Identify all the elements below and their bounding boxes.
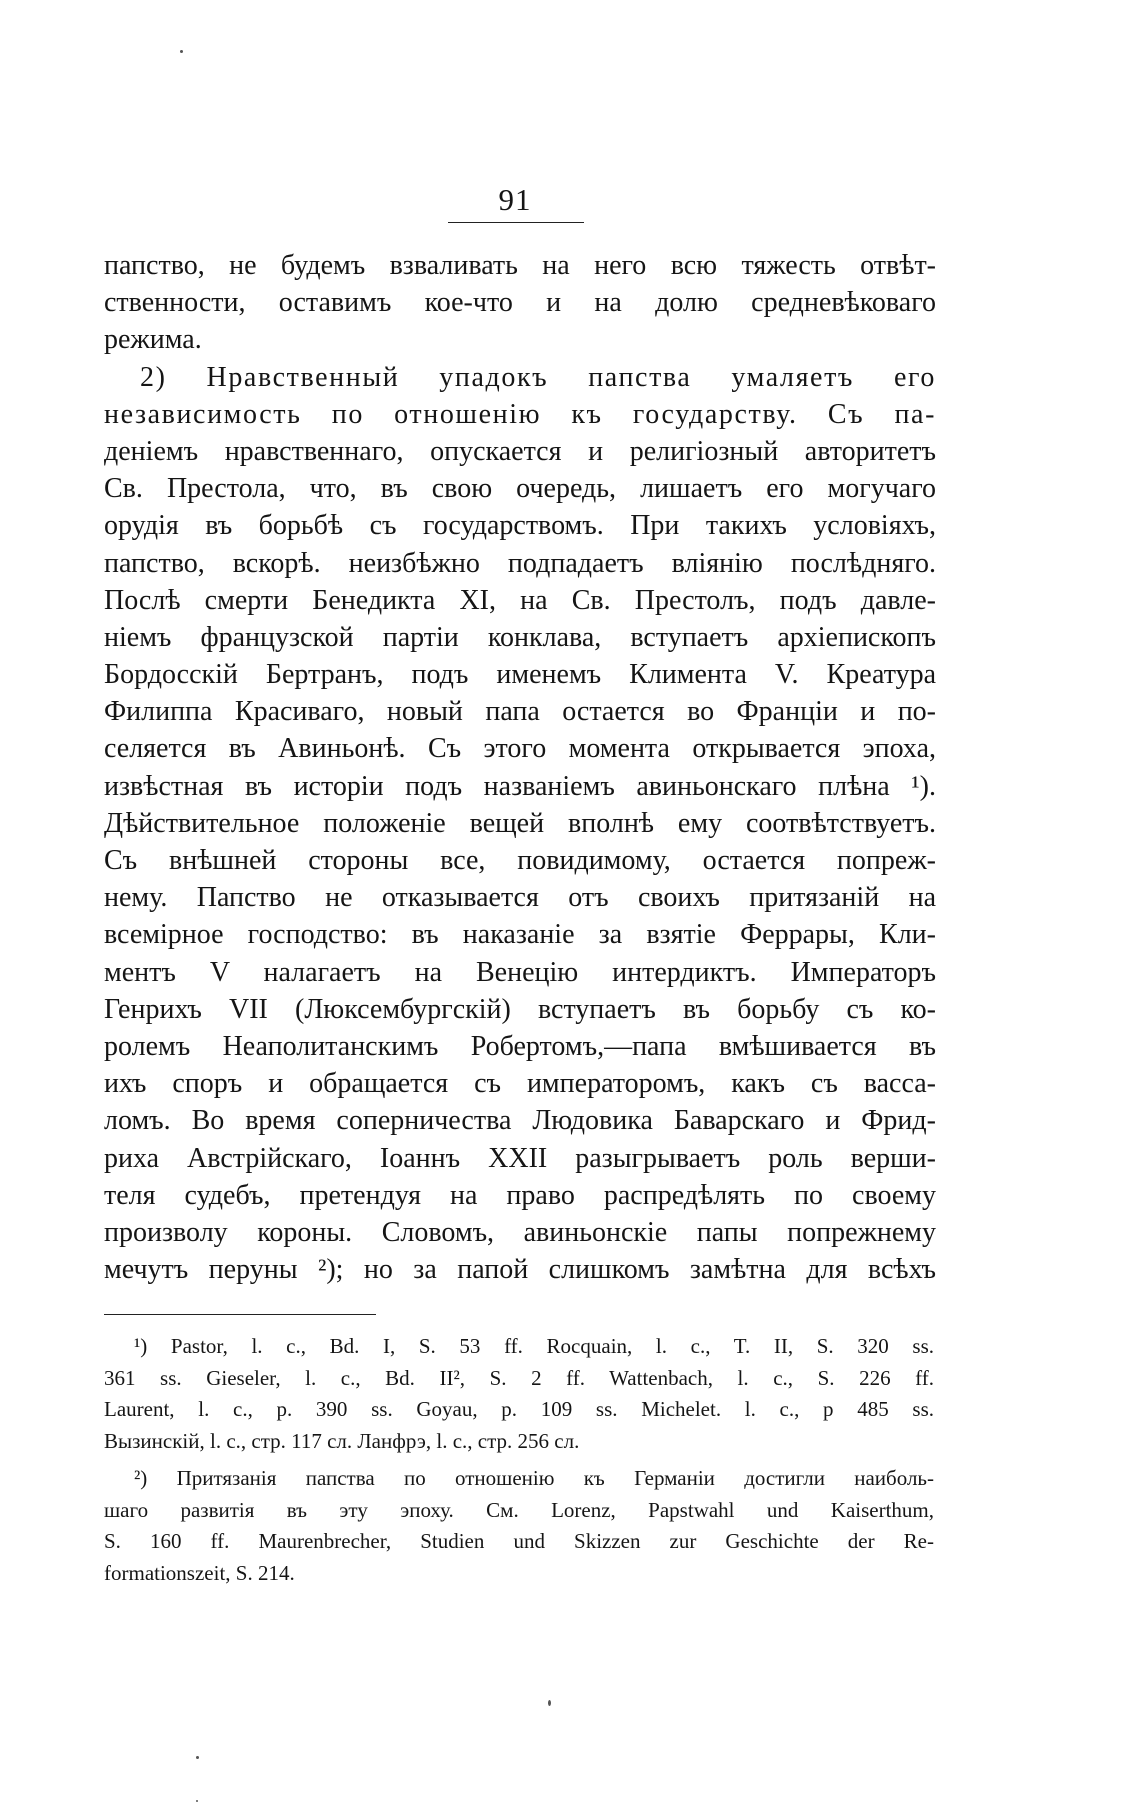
text-line: ролемъ Неаполитанскимъ Робертомъ,—папа вмѣшивается въ <box>104 1030 936 1062</box>
text-line: мечутъ перуны ²); но за папой слишкомъ замѣтна для всѣхъ <box>104 1254 936 1286</box>
paper-speck <box>196 1800 198 1802</box>
text-line: ихъ споръ и обращается съ императоромъ, какъ съ васса- <box>104 1068 936 1100</box>
footnote-line: Вызинскій, l. c., стр. 117 сл. Ланфрэ, l. c., стр. 256 сл. <box>104 1428 580 1453</box>
text-line: папство, не будемъ взваливать на него всю тяжесть отвѣт- <box>104 250 936 281</box>
text-line: ментъ V налагаетъ на Венецію интердиктъ. Императоръ <box>104 956 936 988</box>
paper-speck <box>196 1756 199 1759</box>
text-line: независимость по отношенію къ государству. Съ па- <box>104 398 936 430</box>
text-line: теля судебъ, претендуя на право распредѣлять по своему <box>104 1179 936 1211</box>
text-line: Съ внѣшней стороны все, повидимому, остается попреж- <box>104 845 936 876</box>
footnote-line: Laurent, l. c., p. 390 ss. Goyau, p. 109 ss. Michelet. l. c., p 485 ss. <box>104 1397 934 1421</box>
footnote-separator <box>104 1314 376 1315</box>
paper-speck <box>180 50 183 53</box>
paper-speck <box>548 1700 551 1706</box>
text-line: папство, вскорѣ. неизбѣжно подпадаетъ вліянію послѣдняго. <box>104 547 936 579</box>
text-line: Дѣйствительное положеніе вещей вполнѣ ему соотвѣтствуетъ. <box>104 807 936 839</box>
text-line: селяется въ Авиньонѣ. Съ этого момента открывается эпоха, <box>104 733 936 765</box>
text-line: Св. Престола, что, въ свою очередь, лишаетъ его могучаго <box>104 473 936 505</box>
footnote-line: formationszeit, S. 214. <box>104 1560 295 1585</box>
text-line: Генрихъ VII (Люксембургскій) вступаетъ въ борьбу съ ко- <box>104 993 936 1025</box>
text-line: ломъ. Во время соперничества Людовика Баварскаго и Фрид- <box>104 1105 936 1137</box>
footnote-line: шаго развитія въ эту эпоху. См. Lorenz, Papstwahl und Kaiserthum, <box>104 1497 934 1522</box>
text-line: деніемъ нравственнаго, опускается и религіозный авторитетъ <box>104 435 936 467</box>
text-line: нему. Папство не отказывается отъ своихъ притязаній на <box>104 882 936 914</box>
text-line: Филиппа Красиваго, новый папа остается во Франціи и по- <box>104 696 936 728</box>
text-line: Послѣ смерти Бенедикта XI, на Св. Престолъ, подъ давле- <box>104 584 936 616</box>
text-line: 2) Нравственный упадокъ папства умаляетъ его <box>140 361 936 393</box>
footnote-line: S. 160 ff. Maurenbrecher, Studien und Skizzen zur Geschichte der Re- <box>104 1529 934 1553</box>
text-line: произволу короны. Словомъ, авиньонскіе папы попрежнему <box>104 1216 936 1248</box>
text-line: Бордосскій Бертранъ, подъ именемъ Климента V. Креатура <box>104 659 936 691</box>
footnote-line: ²) Притязанія папства по отношенію къ Германіи достигли наиболь- <box>134 1466 934 1490</box>
page-number: 91 <box>498 182 532 217</box>
footnote-line: ¹) Pastor, l. c., Bd. I, S. 53 ff. Rocquain, l. c., T. II, S. 320 ss. <box>134 1334 934 1358</box>
text-line: орудія въ борьбѣ съ государствомъ. При такихъ условіяхъ, <box>104 510 936 542</box>
page-number-rule <box>448 222 584 223</box>
text-line: режима. <box>104 324 202 356</box>
text-line: ніемъ французской партіи конклава, вступаетъ архіепископъ <box>104 621 936 653</box>
footnote-line: 361 ss. Gieseler, l. c., Bd. II², S. 2 ff. Wattenbach, l. c., S. 226 ff. <box>104 1365 934 1390</box>
text-line: риха Австрійскаго, Іоаннъ XXII разыгрываетъ роль верши- <box>104 1142 936 1174</box>
text-line: ственности, оставимъ кое-что и на долю средневѣковаго <box>104 287 936 319</box>
text-line: всемірное господство: въ наказаніе за взятіе Феррары, Кли- <box>104 919 936 951</box>
text-line: извѣстная въ исторіи подъ названіемъ авиньонскаго плѣна ¹). <box>104 770 936 802</box>
body-text <box>104 247 936 1288</box>
footnotes <box>104 1331 934 1589</box>
